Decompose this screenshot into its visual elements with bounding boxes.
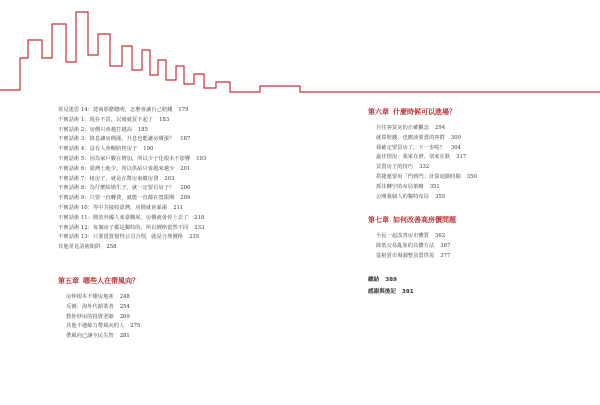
toc-entry-title: 最佳情況：我家在濟，別家在跌 [376,154,451,161]
chapter-title: 如何改善高房價問題 [393,216,456,225]
toc-entry-title: 感謝與後記 [368,288,396,295]
toc-entry-title: 帶風向已讓全民失智 [66,333,114,340]
toc-entry[interactable] [58,322,298,332]
toc-entry[interactable] [58,165,298,175]
toc-entry-page: 332 [419,164,430,171]
toc-entry-title: 抓住轉空的布局策略 [376,183,424,190]
toc-entry-title: 房仲根本不懂房地產 [66,293,114,300]
skyline-outline [0,12,600,92]
toc-entry[interactable] [58,155,298,165]
toc-entry[interactable] [368,144,578,154]
chapter-number: 第六章 [368,108,389,116]
toc-entry[interactable] [58,194,298,204]
toc-entry-page: 218 [194,214,205,221]
toc-entry-title: 公開我個人的獨特布局 [376,193,429,200]
toc-entry-title: 不實話術 8：為什麼結婚生子，就一定要有房子？ [58,185,175,192]
toc-entry-page: 281 [119,333,130,340]
toc-entry-page: 294 [434,125,446,131]
toc-entry[interactable] [368,242,578,252]
toc-entry[interactable] [58,224,298,234]
toc-entry-page: 185 [137,126,149,133]
toc-entry-page: 362 [434,233,446,240]
chapter-number: 第七章 [368,216,389,225]
toc-entry-title: 不實話術 6：臺灣土地少，所以供給只會越來越少 [58,165,175,172]
toc-entry-title: 不實話術 2：房價只會越打越高 [58,126,132,133]
toc-entry-page: 367 [440,243,451,250]
toc-entry[interactable] [368,124,578,134]
chapter-7-block [368,214,578,261]
toc-entry-page: 391 [401,288,414,295]
toc-entry[interactable] [58,233,298,243]
chapter-6-block [368,106,578,202]
toc-entry-page: 183 [159,116,170,123]
toc-entry-afterword[interactable] [368,286,578,298]
toc-entry-page: 233 [194,224,205,231]
toc-entry-page: 350 [466,173,477,180]
toc-entry-title: 不實話術 11：開放外國人來臺購屋，房價就會停上去了 [58,214,189,221]
chapter-5-heading[interactable] [58,275,298,287]
toc-entry-page: 389 [385,276,397,283]
toc-entry-page: 377 [440,252,451,259]
chapter-6-heading[interactable] [368,106,578,118]
toc-entry-page: 269 [119,313,130,320]
toc-entry-title: 不實話術 5：因為家戶數在增加，所以少子化根本不影響 [58,155,191,162]
toc-entry-title: 不實話術 10：等中共接收臺灣，房價就會暴漲 [58,204,168,211]
chapter-5-block [58,275,298,342]
toc-entry-title: 從租賃市場調整買賣供需 [376,252,435,259]
toc-entry-page: 201 [180,165,191,172]
toc-entry-title: 搭捷運要用「門到門」計算通勤時間 [376,173,461,180]
toc-entry-page: 203 [164,175,175,182]
skyline-decoration [0,0,600,110]
chapter-7-heading[interactable] [368,214,578,226]
toc-entry-title: 買賣房子的技巧 [376,164,414,171]
toc-entry-title: 反例：海外代銷業者 [66,303,114,310]
toc-entry[interactable] [58,214,298,224]
toc-entry-title: 我確定要買房了，下一步呢？ [376,144,445,151]
toc-entry-summary[interactable] [368,274,578,286]
toc-entry-page: 304 [450,144,461,151]
toc-entry-page: 317 [456,154,467,161]
toc-left-column [58,106,298,342]
toc-entry-page: 355 [434,193,446,200]
toc-entry[interactable] [368,193,578,203]
toc-entry-page: 275 [130,323,141,330]
toc-entry-page: 258 [106,244,117,251]
toc-entry[interactable] [58,293,298,303]
toc-entry-page: 190 [143,146,154,153]
toc-entry-page: 300 [450,134,461,141]
toc-entry[interactable] [58,184,298,194]
toc-entry[interactable] [368,163,578,173]
toc-entry-title: 不實話術 1：現在不買，以後就買不起了 [58,116,154,123]
toc-entry-title: 不實話術 13：只要賣賣覺得公司合理，就是合理價格 [58,234,183,241]
toc-entry[interactable] [58,135,298,145]
toc-entry[interactable] [58,303,298,313]
toc-entry-title: 其他不遺餘力帶風向的人 [66,323,125,330]
toc-entry-page: 235 [188,234,200,241]
toc-entry-title: 不實話術 9：只要一直轉貸，就能一直都在寬限期 [58,195,175,202]
toc-entry-title: 總結 [368,276,380,283]
toc-entry[interactable] [58,106,298,116]
toc-entry[interactable] [58,332,298,342]
toc-entry[interactable] [58,145,298,155]
toc-entries-list [58,106,298,253]
toc-entry-title: 就算賠錢，也應該要賣的客群 [376,134,445,141]
toc-entry-title: 常見迷思 14：建商那麼聰明，怎麼會讓自己賠錢 [58,107,173,113]
toc-right-column [368,106,578,298]
toc-entry[interactable] [368,252,578,262]
toc-entry[interactable] [368,134,578,144]
toc-entry-page: 206 [180,185,191,192]
toc-entry-page: 193 [196,155,207,162]
toc-entry-title: 不實話術 7：租房子，就是在幫房東繳房貸 [58,175,159,182]
toc-entry-title: 教你炒房的投資老師 [66,313,114,320]
chapter-title: 哪些人在帶風向？ [83,276,139,285]
toc-entry-title: 不實話術 3：降息讓房價漲，升息也能讓房價漲？ [58,136,175,143]
chapter-title: 什麼時候可以進場？ [393,108,456,116]
toc-entry-title: 全民一起改善房市體質 [376,233,429,240]
toc-entry-title: 自住客買房的正確觀念 [376,125,429,131]
closing-block [368,274,578,298]
toc-entry[interactable] [58,313,298,323]
toc-entry[interactable] [368,232,578,242]
toc-entry-page: 211 [173,204,184,211]
toc-entry-title: 降低交易亂象的具體方法 [376,243,435,250]
toc-entry[interactable] [58,243,298,253]
toc-entry-title: 其他常見話術陷阱 [58,244,101,251]
toc-entry[interactable] [58,204,298,214]
toc-entry-page: 209 [180,195,191,202]
toc-entry[interactable] [368,173,578,183]
toc-entry[interactable] [58,175,298,185]
toc-entry[interactable] [58,126,298,136]
toc-entry-page: 254 [119,303,130,310]
chapter-number: 第五章 [58,276,79,285]
toc-entry-page: 351 [429,183,440,190]
toc-entry[interactable] [368,153,578,163]
toc-entry-page: 248 [119,293,130,300]
toc-entry[interactable] [368,183,578,193]
toc-entry[interactable] [58,116,298,126]
toc-entry-title: 不實話術 12：每個房子都是獨特的，所以價格當然不同 [58,224,189,231]
toc-entry-page: 179 [178,107,189,113]
toc-entry-page: 187 [180,136,191,143]
toc-entry-title: 不實話術 4：沒有人會暢賠售房子 [58,146,138,153]
